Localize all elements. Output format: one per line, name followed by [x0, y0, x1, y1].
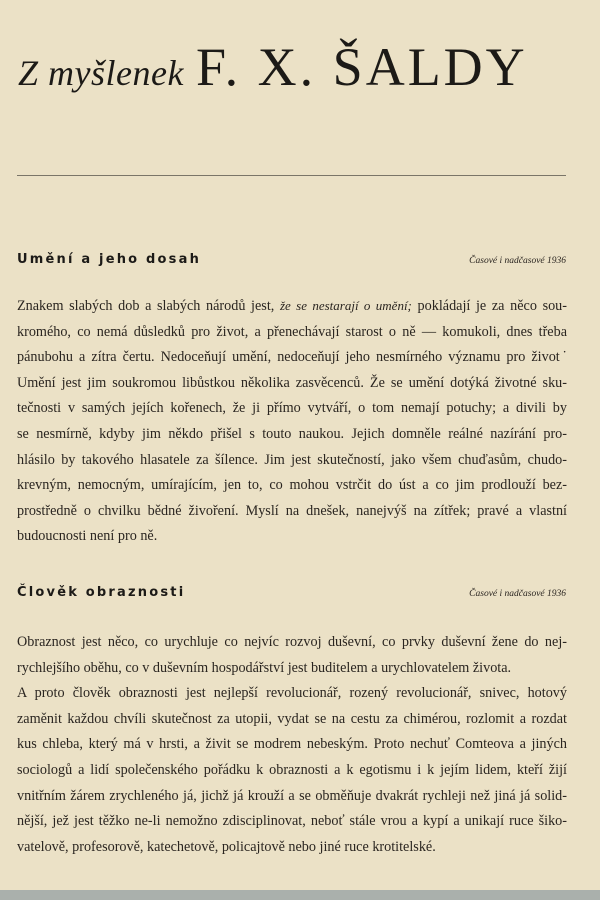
paragraph-line: Obraznost jest něco, co urychluje co nejvíc rozvoj duševní, co prvky duševní žene do nej- [17, 634, 567, 650]
section-source: Časové i nadčasové 1936 [469, 256, 566, 266]
title-author-name: F. X. ŠALDY [195, 37, 528, 97]
paragraph-line: zaměnit každou chvíli skutečnost za utopii, vydat se na cestu za chimérou, rozlomit a rozdat [17, 710, 567, 727]
paragraph-line: vnitřním žárem zrychleného já, jichž já krouží a se obměňuje dvakrát rychleji než jiná já solid- [17, 787, 567, 804]
paragraph-line: kromého, co nemá důsledků pro život, a přenechávají starost o ně — komukoli, dnes třeba [17, 323, 567, 340]
paragraph-line: vatelově, profesorově, katechetově, policajtově nebo jiné ruce krotitelské. [17, 838, 436, 855]
section-paragraph [17, 293, 567, 550]
section-heading: Umění a jeho dosah [17, 252, 202, 267]
section-heading: Člověk obraznosti [17, 585, 186, 600]
title-lead: Z myšlenek [18, 53, 184, 93]
paragraph-line: Umění jest jim soukromou libůstkou několika zasvěcenců. Že se umění dotýká životné sku- [17, 374, 567, 391]
paragraph-line: nější, jež jest těžko ne-li nemožno zdisciplinovat, neboť stále vrou a kypí a unikají ruce šiko- [17, 813, 567, 830]
page-title [18, 36, 528, 98]
title-divider [17, 175, 566, 176]
paragraph-line: budoucnosti není pro ně. [17, 528, 158, 545]
paragraph-line: sociologů a lidí společenského pořádku k obraznosti a k egotismu i k jejím lidem, kteří žijí [17, 761, 567, 778]
paragraph-line: A proto člověk obraznosti jest nejlepší revolucionář, rozený revolucionář, snivec, hotový [17, 685, 567, 702]
section-source: Časové i nadčasové 1936 [469, 589, 566, 599]
paragraph-line: tečnosti v samých jejích kořenech, že ji přímo vytváří, o tom nemají potuchy; a divili by [17, 400, 567, 417]
section-paragraph [17, 630, 567, 860]
paragraph-line: prostředně o chvilku bědné živoření. Myslí na dnešek, nanejvýš na zítřek; pravé a vlastní [17, 502, 567, 519]
paragraph-line: pánubohu a zítra čertu. Nedoceňují umění, nedoceňují jeho nesmírného významu pro život˙ [17, 349, 567, 366]
section-heading-row [17, 585, 566, 600]
scan-bottom-edge [0, 890, 600, 900]
paragraph-line: se nesmírně, kdyby jim někdo přišel s touto naukou. Jejich domněle reálné nazírání pro- [17, 425, 567, 442]
emphasis-text: že se nestarají o umění; [279, 298, 412, 313]
text-run: Znakem slabých dob a slabých národů jest, [17, 298, 280, 314]
paragraph-line [17, 293, 567, 320]
paragraph-line: rychlejšího oběhu, co v duševním hospodářství jest buditelem a urychlovatelem života. [17, 659, 512, 676]
section-heading-row [17, 252, 566, 267]
paragraph-line: krevným, nemocným, umírajícím, jen to, co mohou vstrčit do úst a co jim prodlouží bez- [17, 477, 567, 494]
text-run: pokládají je za něco sou- [411, 298, 568, 314]
paragraph-line: kus chleba, který má v hrsti, a živit se modrem nebeským. Proto nechuť Comteova a jiných [17, 736, 567, 753]
paragraph-line: hlásilo by takového hlasatele za šílence. Jim jest skutečností, jako všem chuďasům, chudo- [17, 451, 567, 468]
